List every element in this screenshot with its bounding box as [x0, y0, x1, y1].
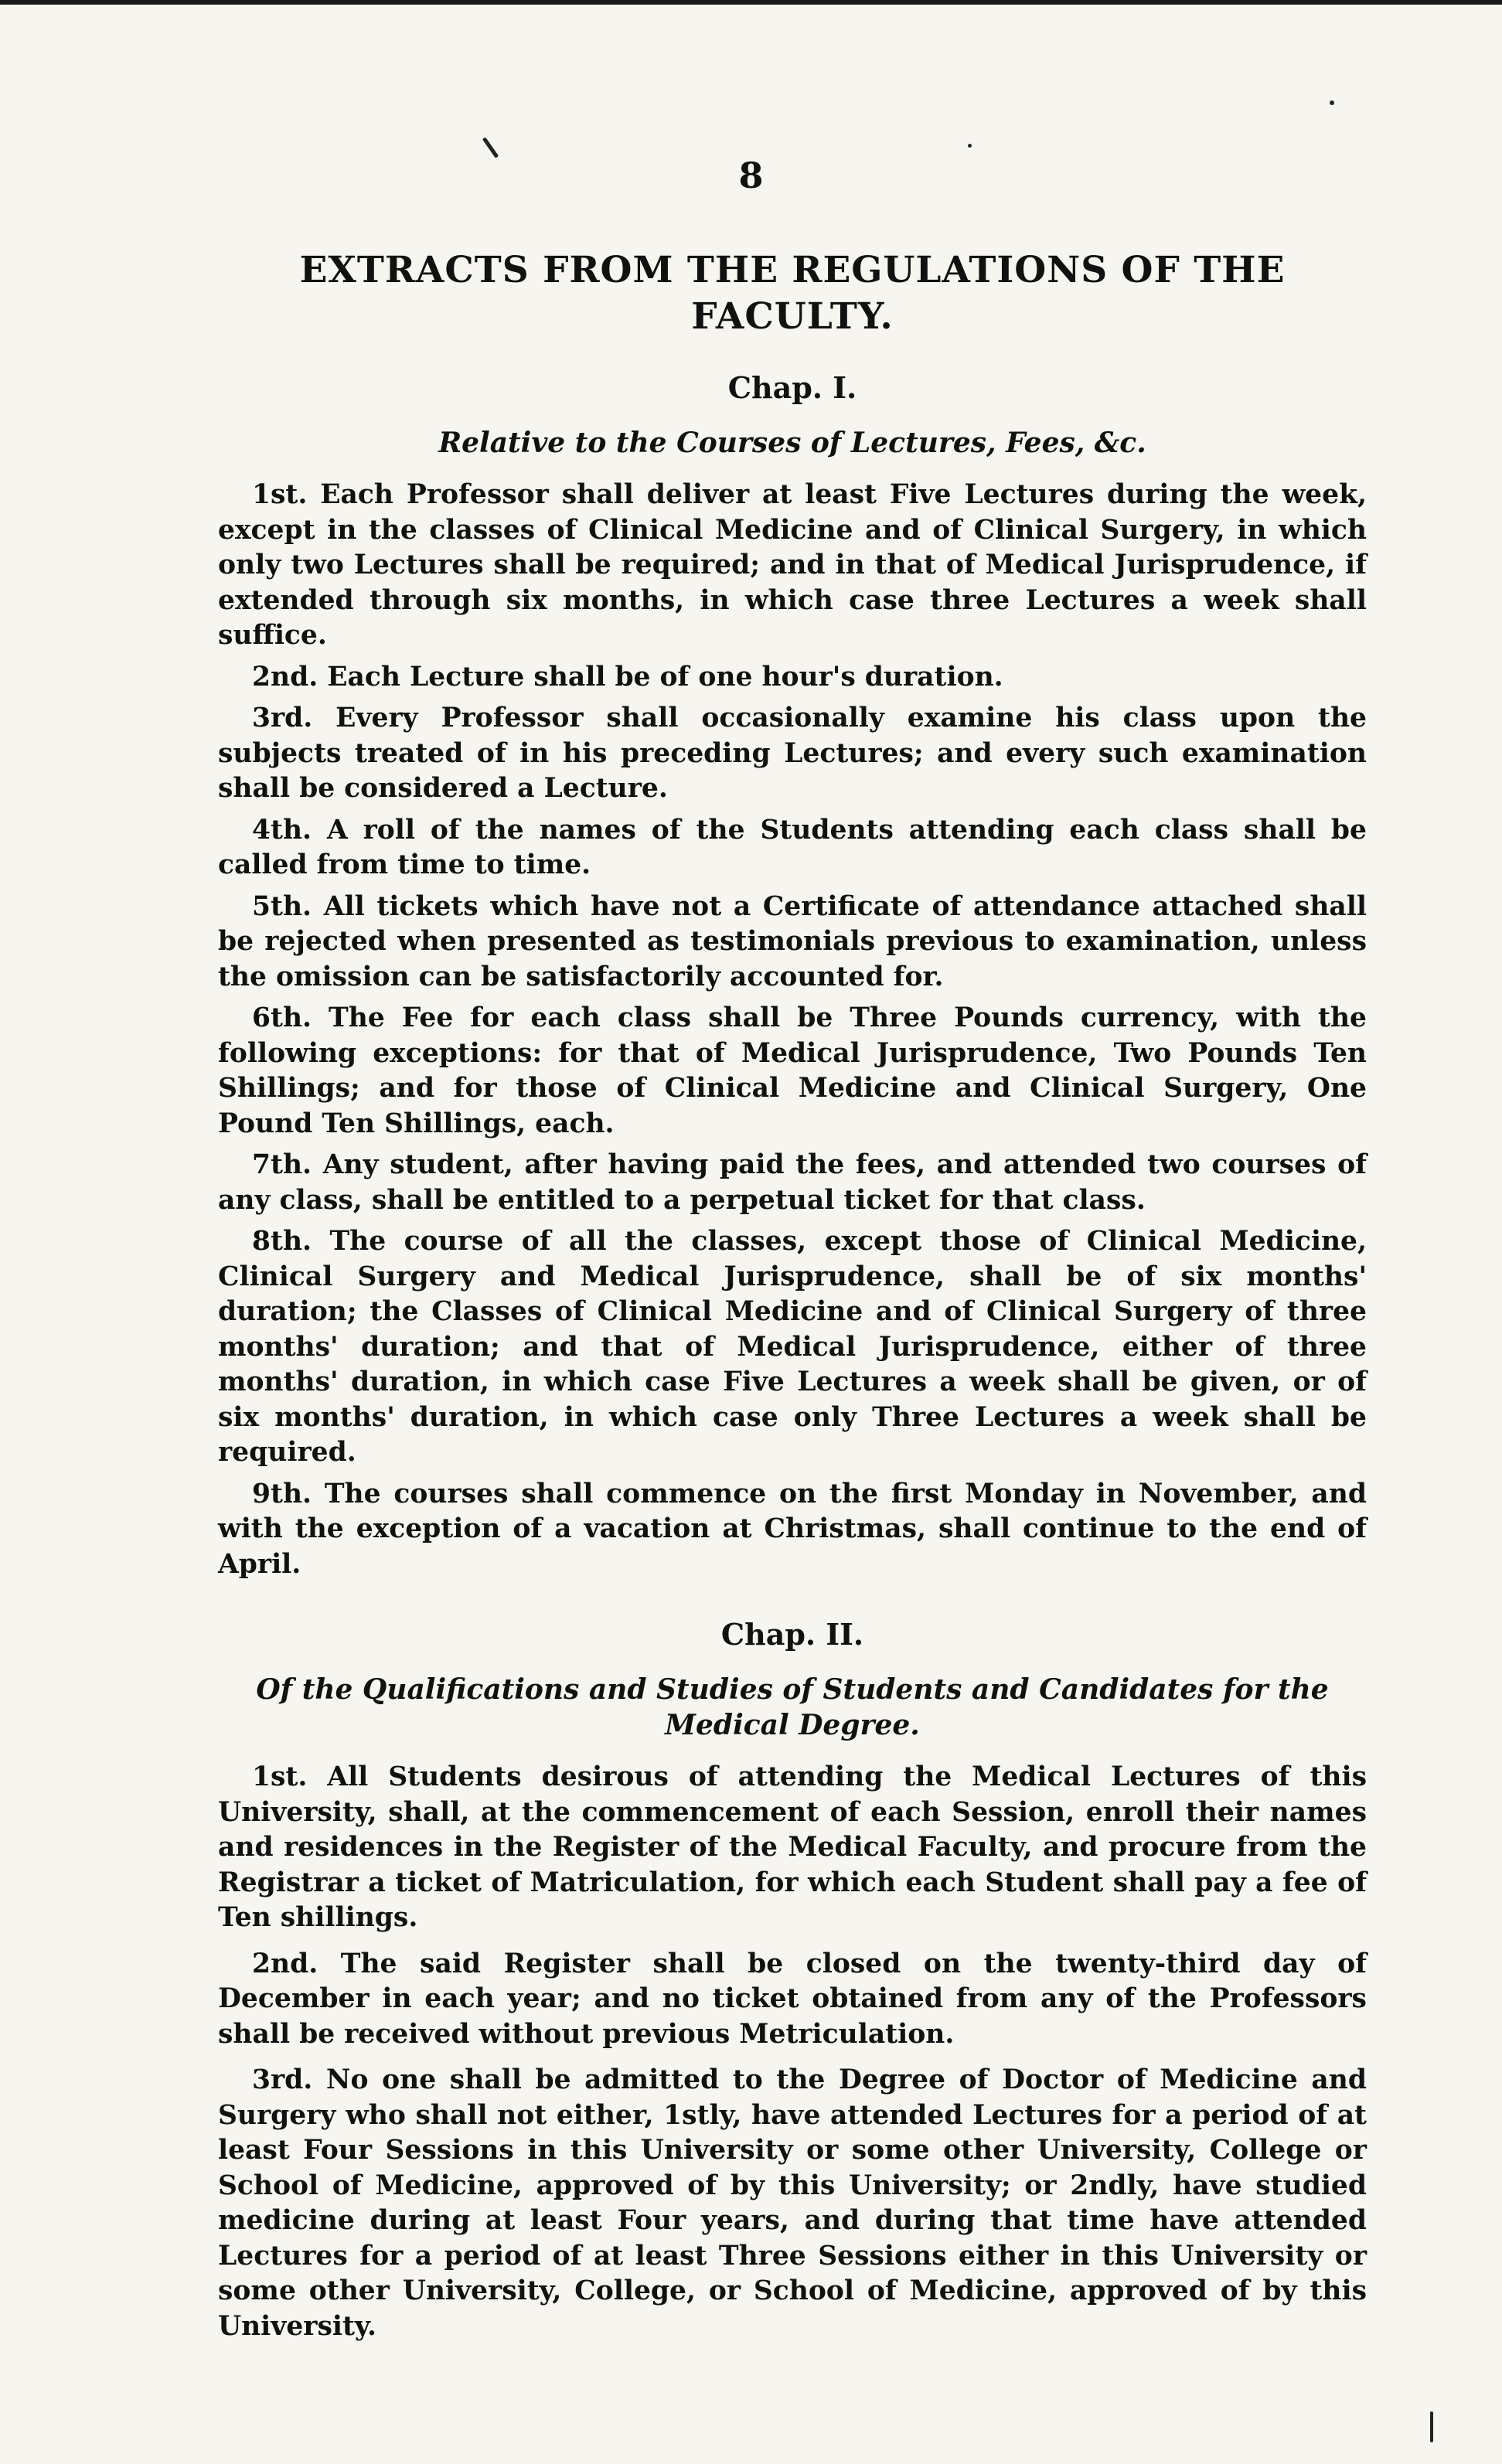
- regulation-paragraph: 6th. The Fee for each class shall be Three Pounds currency, with the following exceptions: for that of Medical Jurisprudence, Two Pounds Ten Shillings; and for those of Clinical Medicine and Clinical Surgery, One Pound Ten Shillings, each.: [218, 1002, 1367, 1139]
- chapter-1: [218, 369, 1367, 1582]
- regulation-paragraph: 3rd. Every Professor shall occasionally examine his class upon the subjects treated of in his preceding Lectures; and every such examination shall be considered a Lecture.: [218, 703, 1367, 804]
- chapter-2: [218, 1616, 1367, 2344]
- regulation-paragraph: 3rd. No one shall be admitted to the Degree of Doctor of Medicine and Surgery who shall not either, 1stly, have attended Lectures for a period of at least Four Sessions in this University or some other University, College or School of Medicine, approved of by this University; or 2ndly, have studied medicine during at least Four years, and during that time have attended Lectures for a period of at least Three Sessions either in this University or some other University, College, or School of Medicine, approved of by this University.: [218, 2064, 1367, 2342]
- regulation-paragraph: 1st. All Students desirous of attending the Medical Lectures of this University, shall, at the commencement of each Session, enroll their names and residences in the Register of the Medical Faculty, and procure from the Registrar a ticket of Matriculation, for which each Student shall pay a fee of Ten shillings.: [218, 1761, 1367, 1933]
- regulation-paragraph: 7th. Any student, after having paid the fees, and attended two courses of any class, shall be entitled to a perpetual ticket for that class.: [218, 1149, 1367, 1216]
- regulation-paragraph: 1st. Each Professor shall deliver at least Five Lectures during the week, except in the classes of Clinical Medicine and of Clinical Surgery, in which only two Lectures shall be required; and in that of Medical Jurisprudence, if extended through six months, in which case three Lectures a week shall suffice.: [218, 479, 1367, 651]
- regulation-paragraph: 2nd. Each Lecture shall be of one hour's duration.: [252, 661, 1003, 693]
- chapter-heading: Chap. II.: [720, 1617, 864, 1652]
- regulation-paragraph: 5th. All tickets which have not a Certificate of attendance attached shall be rejected when presented as testimonials previous to examination, unless the omission can be satisfactorily accounted for.: [218, 890, 1367, 992]
- chapter-subtitle: Of the Qualifications and Studies of Students and Candidates for the Medical Degree.: [256, 1673, 1329, 1741]
- document-title: EXTRACTS FROM THE REGULATIONS OF THE FACULTY.: [299, 249, 1286, 338]
- page-number: 8: [738, 155, 764, 196]
- regulation-paragraph: 4th. A roll of the names of the Students attending each class shall be called from time to time.: [218, 814, 1367, 880]
- scan-speck: [968, 144, 972, 148]
- scan-speck: [1330, 100, 1334, 105]
- scan-speck: [1430, 2411, 1433, 2442]
- regulation-paragraph: 2nd. The said Register shall be closed on the twenty-third day of December in each year; and no ticket obtained from any of the Professors shall be received without previous Metriculation.: [218, 1948, 1367, 2050]
- text-column: [218, 247, 1367, 2355]
- chapter-heading: Chap. I.: [727, 370, 857, 405]
- top-edge-rule: [0, 0, 1502, 5]
- regulation-paragraph: 8th. The course of all the classes, except those of Clinical Medicine, Clinical Surgery and Medical Jurisprudence, shall be of six months' duration; the Classes of Clinical Medicine and of Clinical Surgery of three months' duration; and that of Medical Jurisprudence, either of three months' duration, in which case Five Lectures a week shall be given, or of six months' duration, in which case only Three Lectures a week shall be required.: [218, 1226, 1367, 1468]
- chapter-subtitle: Relative to the Courses of Lectures, Fees, &c.: [438, 427, 1146, 459]
- regulation-paragraph: 9th. The courses shall commence on the first Monday in November, and with the exception of a vacation at Christmas, shall continue to the end of April.: [218, 1478, 1367, 1580]
